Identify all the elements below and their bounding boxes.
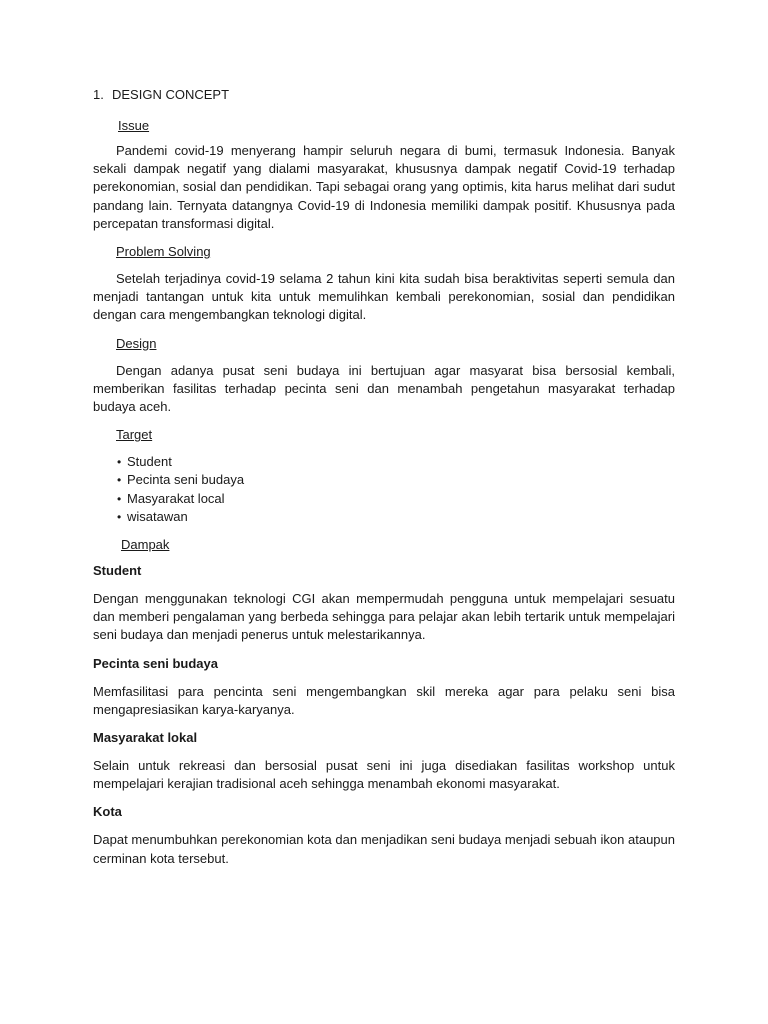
bullet-icon: • <box>117 455 122 470</box>
heading-number: 1. <box>93 87 104 102</box>
kota-paragraph: Dapat menumbuhkan perekonomian kota dan menjadikan seni budaya menjadi sebuah ikon ataupun cerminan kota tersebut. <box>93 832 675 866</box>
document-page <box>93 86 675 878</box>
bullet-icon: • <box>117 509 122 524</box>
design-title: Design <box>116 335 157 351</box>
issue-paragraph: Pandemi covid-19 menyerang hampir seluruh negara di bumi, termasuk Indonesia. Banyak sekali dampak negatif yang dialami masyarakat, khususnya dampak negatif Covid-19 terhadap perekonomian, sosial dan pendidikan. Tapi sebagai orang yang optimis, kita harus melihat dari sudut pandang lain. Ternyata datangnya Covid-19 di Indonesia memiliki dampak positif. Khususnya pada percepatan transformasi digital. <box>93 143 675 231</box>
target-title: Target <box>116 427 153 443</box>
heading-title: DESIGN CONCEPT <box>112 87 230 102</box>
student-heading: Student <box>93 563 142 579</box>
problem-solving-title: Problem Solving <box>116 244 211 260</box>
target-list <box>117 453 675 526</box>
issue-title: Issue <box>118 118 150 133</box>
pecinta-heading: Pecinta seni budaya <box>93 655 218 671</box>
list-item: • Masyarakat local <box>117 490 675 508</box>
dampak-title: Dampak <box>121 537 170 553</box>
masyarakat-heading: Masyarakat lokal <box>93 730 198 746</box>
bullet-icon: • <box>117 491 122 506</box>
list-item: • Pecinta seni budaya <box>117 471 675 489</box>
student-paragraph: Dengan menggunakan teknologi CGI akan mempermudah pengguna untuk mempelajari sesuatu dan memberi pengalaman yang berbeda sehingga para pelajar akan lebih tertarik untuk mempelajari seni budaya dan menjadi penerus untuk melestarikannya. <box>93 591 675 643</box>
design-paragraph: Dengan adanya pusat seni budaya ini bertujuan agar masyarat bisa bersosial kembali, memberikan fasilitas terhadap pecinta seni dan menambah pengetahun masyarakat terhadap budaya aceh. <box>93 362 675 415</box>
pecinta-paragraph: Memfasilitasi para pencinta seni mengembangkan skil mereka agar para pelaku seni bisa mengapresiasikan karya-karyanya. <box>93 683 675 717</box>
bullet-icon: • <box>117 473 122 488</box>
section-heading <box>93 86 675 104</box>
kota-heading: Kota <box>93 804 122 820</box>
list-item: • wisatawan <box>117 508 675 526</box>
list-item: • Student <box>117 453 675 471</box>
masyarakat-paragraph: Selain untuk rekreasi dan bersosial pusat seni ini juga disediakan fasilitas workshop untuk mempelajari kerajian tradisional aceh sehingga menambah ekonomi masyarakat. <box>93 758 675 792</box>
problem-solving-paragraph: Setelah terjadinya covid-19 selama 2 tahun kini kita sudah bisa beraktivitas seperti semula dan menjadi tantangan untuk kita untuk memulihkan kembali perekonomian, sosial dan pendidikan dengan cara mengembangkan teknologi digital. <box>93 271 675 323</box>
